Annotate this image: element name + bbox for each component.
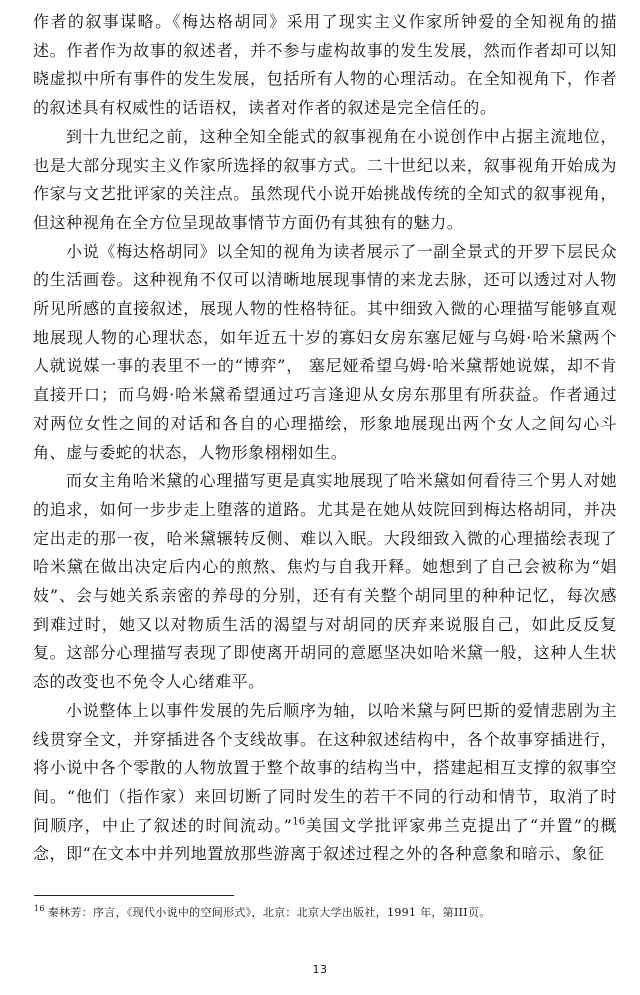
footnote-reference[interactable]: 16 [292, 816, 306, 828]
footnote-mark: 16 [34, 904, 45, 914]
page-number: 13 [312, 963, 328, 976]
footnote-text: 秦林芳：序言，《现代小说中的空间形式》，北京：北京大学出版社，1991 年，第III页。 [47, 906, 491, 919]
paragraph-5 [33, 697, 617, 869]
footnote-divider [34, 895, 234, 896]
body-text [33, 8, 617, 869]
footnote [34, 905, 618, 921]
paragraph-4: 而女主角哈米黛的心理描写更是真实地展现了哈米黛如何看待三个男人对她的追求，如何一步步走上堕落的道路。尤其是在她从妓院回到梅达格胡同，并决定出走的那一夜，哈米黛辗转反侧、难以入眠。大段细致入微的心理描绘表现了哈米黛在做出决定后内心的煎熬、焦灼与自我开释。她想到了自己会被称为“娼妓”、会与她关系亲密的养母的分别，还有有关整个胡同里的种种记忆，每次感到难过时，她又以对物质生活的渴望与对胡同的厌弃来说服自己，如此反反复复。这部分心理描写表现了即使离开胡同的意愿坚决如哈米黛一般，这种人生状态的改变也不免令人心绪难平。 [33, 471, 617, 692]
paragraph-3: 小说《梅达格胡同》以全知的视角为读者展示了一副全景式的开罗下层民众的生活画卷。这种视角不仅可以清晰地展现事情的来龙去脉，还可以透过对人物所见所感的直接叙述，展现人物的性格特征。其中细致入微的心理描写能够直观地展现人物的心理状态，如年近五十岁的寡妇女房东塞尼娅与乌姆·哈米黛两个人就说媒一事的表里不一的“博弈”， 塞尼娅希望乌姆·哈米黛帮她说媒，却不肯直接开口；而乌姆·哈米黛希望通过巧言逢迎从女房东那里有所获益。作者通过对两位女性之间的对话和各自的心理描绘，形象地展现出两个女人之间勾心斗角、虚与委蛇的状态，人物形象栩栩如生。 [33, 241, 617, 462]
paragraph-5-text-before: 小说整体上以事件发展的先后顺序为轴，以哈米黛与阿巴斯的爱情悲剧为主线贯穿全文，并穿插进各个支线故事。在这种叙述结构中，各个故事穿插进行，将小说中各个零散的人物放置于整个故事的结构当中，搭建起相互支撑的叙事空间。“他们（指作家）来回切断了同时发生的若干不同的行动和情节，取消了时间顺序，中止了叙述的时间流动。” [33, 700, 617, 835]
paragraph-5-text-after: 美国文学批评家弗兰克提出了“并置”的概念，即“在文本中并列地置放那些游离于叙述过程之外的各种意象和暗示、象征 [33, 815, 618, 864]
paragraph-2: 到十九世纪之前，这种全知全能式的叙事视角在小说创作中占据主流地位，也是大部分现实主义作家所选择的叙事方式。二十世纪以来，叙事视角开始成为作家与文艺批评家的关注点。虽然现代小说开始挑战传统的全知式的叙事视角，但这种视角在全方位呈现故事情节方面仍有其独有的魅力。 [33, 126, 617, 232]
paragraph-1: 作者的叙事谋略。《梅达格胡同》采用了现实主义作家所钟爱的全知视角的描述。作者作为故事的叙述者，并不参与虚构故事的发生发展，然而作者却可以知晓虚拟中所有事件的发生发展，包括所有人物的心理活动。在全知视角下，作者的叙述具有权威性的话语权，读者对作者的叙述是完全信任的。 [33, 12, 617, 118]
